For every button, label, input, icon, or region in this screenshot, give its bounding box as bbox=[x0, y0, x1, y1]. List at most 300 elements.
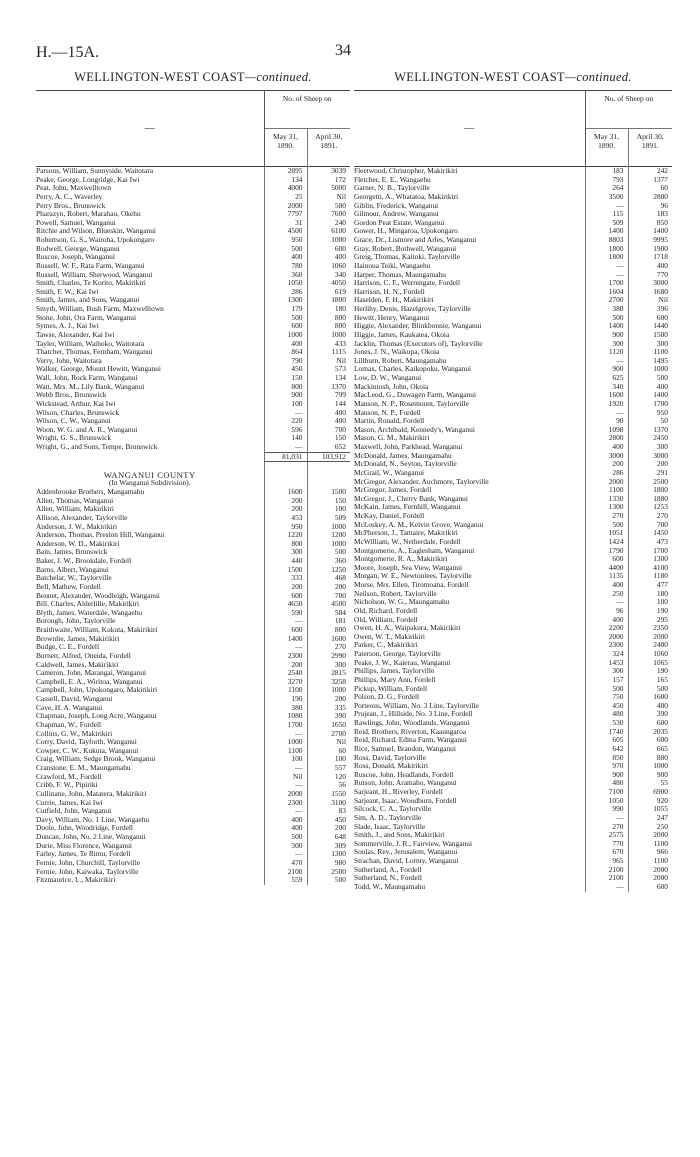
table-row bbox=[36, 505, 350, 514]
sheep-1890: — bbox=[585, 357, 628, 366]
sheep-1890: 770 bbox=[585, 840, 628, 849]
owner-name: Collins, G. W., Makirikiri bbox=[36, 729, 113, 738]
sheep-1890: 360 bbox=[264, 271, 307, 280]
sheep-1891: 1800 bbox=[307, 296, 350, 305]
sheep-1890: 990 bbox=[585, 805, 628, 814]
owner-name: McGregor, Alexander, Auchmore, Taylorville bbox=[354, 477, 489, 486]
sheep-1890: 200 bbox=[264, 497, 307, 506]
owner-name: Allen, Thomas, Wanganui bbox=[36, 496, 114, 505]
table-row bbox=[354, 728, 672, 737]
sheep-1890: 179 bbox=[264, 305, 307, 314]
owner-name: Old, Richard, Fordell bbox=[354, 606, 418, 615]
left-column-header bbox=[36, 91, 350, 129]
sheep-1891: 1718 bbox=[628, 253, 672, 262]
sheep-1891: 120 bbox=[307, 773, 350, 782]
sheep-1891: 480 bbox=[628, 702, 672, 711]
owner-name: Allison, Alexander, Taylorville bbox=[36, 513, 128, 522]
table-row bbox=[354, 771, 672, 780]
sheep-1890: 500 bbox=[264, 245, 307, 254]
table-row bbox=[354, 590, 672, 599]
table-row bbox=[36, 314, 350, 323]
owner-name: Borough, John, Taylorville bbox=[36, 617, 116, 626]
table-row bbox=[36, 609, 350, 618]
table-row bbox=[36, 296, 350, 305]
sheep-1890: 2200 bbox=[585, 624, 628, 633]
owner-name: Sarjeant, H., Riverley, Fordell bbox=[354, 788, 443, 796]
table-row bbox=[36, 652, 350, 661]
table-row bbox=[36, 305, 350, 314]
sheep-1891: 150 bbox=[307, 497, 350, 506]
sheep-1891: 509 bbox=[307, 514, 350, 523]
owner-name: Gordon Peat Estate, Wanganui bbox=[354, 218, 445, 227]
table-row bbox=[354, 227, 672, 236]
sheep-1890: 450 bbox=[264, 365, 307, 374]
sheep-1891: 880 bbox=[628, 754, 672, 763]
table-row bbox=[354, 288, 672, 297]
owner-name: Smith, Charles, Te Korito, Makirikiri bbox=[36, 279, 146, 288]
owner-name: Cave, H. A. Wanganui bbox=[36, 703, 103, 712]
left-sheep-table bbox=[36, 90, 350, 885]
sheep-1891: 450 bbox=[307, 816, 350, 825]
table-row bbox=[354, 331, 672, 340]
sheep-1890: 1800 bbox=[585, 253, 628, 262]
sheep-1891: 300 bbox=[307, 661, 350, 670]
sheep-1890: 4000 bbox=[264, 184, 307, 193]
page-number: 34 bbox=[335, 42, 351, 59]
sheep-1890: 2575 bbox=[585, 831, 628, 840]
owner-name: Wilson, Charles, Brunswick bbox=[36, 408, 120, 417]
owner-name: Smyth, William, Bush Farm, Maxwelltown bbox=[36, 305, 164, 313]
sheep-1891: 770 bbox=[628, 271, 672, 280]
sheep-1890: 400 bbox=[264, 816, 307, 825]
table-row bbox=[354, 245, 672, 254]
owner-name: Sommerville, J. R., Fairview, Wanganui bbox=[354, 839, 473, 848]
sheep-1891: 180 bbox=[307, 305, 350, 314]
sheep-1890: 1453 bbox=[585, 659, 628, 668]
table-row bbox=[354, 452, 672, 461]
sheep-1890: 1920 bbox=[585, 400, 628, 409]
owner-name: Sutherland, N., Fordell bbox=[354, 874, 422, 883]
sheep-1891: 2450 bbox=[628, 434, 672, 443]
sheep-1890: 2000 bbox=[585, 478, 628, 487]
owner-name: Haselden, F. H., Makirikiri bbox=[354, 296, 434, 305]
table-row bbox=[354, 754, 672, 763]
sheep-1890: 2000 bbox=[264, 202, 307, 211]
table-row bbox=[354, 202, 672, 211]
sheep-1890: 220 bbox=[264, 417, 307, 426]
sheep-1891 bbox=[307, 479, 350, 488]
sheep-1891: 1200 bbox=[307, 531, 350, 540]
sheep-1890: 900 bbox=[585, 331, 628, 340]
owner-name: Smith, J., and Sons, Makirikiri bbox=[354, 831, 445, 840]
table-row bbox=[354, 210, 672, 219]
sheep-1891: 100 bbox=[307, 505, 350, 514]
sheep-1890: 800 bbox=[264, 540, 307, 549]
sheep-1890: 3270 bbox=[264, 678, 307, 687]
sheep-1890: 1135 bbox=[585, 572, 628, 581]
table-row bbox=[354, 271, 672, 280]
sheep-1890: 864 bbox=[264, 348, 307, 357]
owner-name: Phillips, Mary Ann, Fordell bbox=[354, 675, 436, 684]
owner-name: Russell, William, Sherwood, Wanganui bbox=[36, 270, 153, 279]
table-row bbox=[36, 695, 350, 704]
sheep-1891: 242 bbox=[628, 167, 672, 176]
table-row bbox=[36, 357, 350, 366]
sheep-1891: 2400 bbox=[628, 641, 672, 650]
sheep-1890 bbox=[264, 462, 307, 471]
sheep-1890: 2700 bbox=[585, 296, 628, 305]
sheep-1890: 2895 bbox=[264, 167, 307, 176]
sheep-1891: 600 bbox=[628, 736, 672, 745]
owner-name: Chapman, W., Fordell bbox=[36, 720, 102, 729]
table-row bbox=[36, 409, 350, 418]
document-id: H.—15A. bbox=[36, 44, 100, 61]
owner-name: Chapman, Joseph, Long Acre, Wanganui bbox=[36, 712, 157, 721]
sheep-1891: 6900 bbox=[628, 788, 672, 797]
owner-name: Fernie, John, Churchill, Taylorville bbox=[36, 858, 141, 867]
sheep-1891: 200 bbox=[628, 460, 672, 469]
right-panel bbox=[354, 70, 672, 892]
owner-name: Neilson, Robert, Taylorville bbox=[354, 589, 437, 598]
sheep-1891: 2350 bbox=[628, 624, 672, 633]
table-row bbox=[354, 564, 672, 573]
owner-name: Peat, John, Maxwelltown bbox=[36, 184, 112, 193]
table-row bbox=[354, 857, 672, 866]
sheep-1890: 31 bbox=[264, 219, 307, 228]
sheep-1890: 7100 bbox=[585, 788, 628, 797]
sheep-1891: 9995 bbox=[628, 236, 672, 245]
sheep-1890: — bbox=[264, 443, 307, 452]
table-row bbox=[354, 779, 672, 788]
owner-name: Owen, H. A., Waipakura, Makirikiri bbox=[354, 624, 461, 633]
table-row bbox=[354, 866, 672, 875]
owner-name: Slade, Isaac, Taylorville bbox=[354, 822, 426, 831]
owner-name: Nicholson, W. G., Maungamahu bbox=[354, 598, 450, 607]
table-row bbox=[36, 202, 350, 211]
table-row bbox=[354, 478, 672, 487]
table-row bbox=[36, 540, 350, 549]
owner-name: Fernie, John, Kaiwaka, Taylorville bbox=[36, 867, 139, 876]
table-row bbox=[36, 184, 350, 193]
table-row bbox=[354, 547, 672, 556]
sheep-1890: 440 bbox=[264, 557, 307, 566]
sheep-1891: Nil bbox=[307, 738, 350, 747]
sheep-1891: 55 bbox=[628, 779, 672, 788]
table-row bbox=[354, 512, 672, 521]
table-row bbox=[36, 443, 350, 452]
sheep-1891: 1000 bbox=[628, 762, 672, 771]
table-row bbox=[36, 167, 350, 176]
section-subheading bbox=[36, 479, 350, 488]
sheep-1891: 1700 bbox=[628, 547, 672, 556]
owner-name: Phillips, James, Taylorville bbox=[354, 667, 435, 676]
table-row bbox=[354, 883, 672, 892]
sheep-1891: 1880 bbox=[628, 495, 672, 504]
right-column-header bbox=[354, 91, 672, 129]
sheep-1890: — bbox=[585, 883, 628, 892]
owner-name: Tawse, Alexander, Kai Iwi bbox=[36, 330, 115, 339]
table-row bbox=[36, 626, 350, 635]
table-row bbox=[36, 859, 350, 868]
left-header-date-1891: April 30, 1891. bbox=[315, 132, 343, 150]
table-row bbox=[354, 710, 672, 719]
table-row bbox=[36, 340, 350, 349]
sheep-1890: 1790 bbox=[585, 547, 628, 556]
table-row bbox=[36, 426, 350, 435]
table-row bbox=[36, 219, 350, 228]
sheep-1890: 340 bbox=[585, 383, 628, 392]
sheep-1890 bbox=[264, 471, 307, 480]
owner-name: Manson, N. P., Rosemount, Taylorville bbox=[354, 399, 469, 408]
sheep-1890: 286 bbox=[264, 288, 307, 297]
owner-name: Campbell, John, Upokongaro, Makirikiri bbox=[36, 686, 158, 695]
sheep-1891: 100 bbox=[628, 598, 672, 607]
table-row bbox=[36, 807, 350, 816]
sheep-1890: 480 bbox=[585, 779, 628, 788]
sheep-1890: 400 bbox=[264, 340, 307, 349]
owner-name: Allen, William, Makirikiri bbox=[36, 505, 114, 514]
sheep-1891: 652 bbox=[307, 443, 350, 452]
sheep-1891: 1800 bbox=[628, 486, 672, 495]
table-row bbox=[354, 417, 672, 426]
sheep-1891: 295 bbox=[628, 616, 672, 625]
table-row bbox=[354, 305, 672, 314]
owner-name: Grace, Dr., Lismore and Arles, Wanganui bbox=[354, 236, 477, 244]
sheep-1891: 950 bbox=[628, 409, 672, 418]
sheep-1890: 1740 bbox=[585, 728, 628, 737]
right-title-suffix: —continued. bbox=[564, 70, 632, 84]
owner-name: (In Wanganui Subdivision). bbox=[108, 479, 191, 488]
owner-name: Porteous, William, No. 3 Line, Taylorville bbox=[354, 701, 479, 710]
owner-name: Thatcher, Thomas, Fernham, Wanganui bbox=[36, 348, 153, 357]
sheep-1890: 1000 bbox=[264, 738, 307, 747]
table-row bbox=[36, 712, 350, 721]
sheep-1890: 2100 bbox=[585, 866, 628, 875]
owner-name: Verry, John, Waitotara bbox=[36, 356, 102, 365]
table-row bbox=[36, 245, 350, 254]
owner-name: Burnett, Alfred, Oneida, Fordell bbox=[36, 651, 131, 660]
sheep-1891: Nil bbox=[628, 296, 672, 305]
sheep-1890: 380 bbox=[264, 704, 307, 713]
sheep-1890: 900 bbox=[585, 365, 628, 374]
sheep-1891: 800 bbox=[307, 626, 350, 635]
sheep-1890: 200 bbox=[264, 583, 307, 592]
owner-name: Fleetwood, Christopher, Makirikiri bbox=[354, 166, 458, 175]
sheep-1891: 400 bbox=[307, 253, 350, 262]
table-row bbox=[354, 823, 672, 832]
sheep-1890: 134 bbox=[264, 176, 307, 185]
sheep-1891: 172 bbox=[307, 176, 350, 185]
owner-name: Moore, Joseph, Sea View, Wanganui bbox=[354, 563, 463, 572]
owner-name: Lomax, Charles, Kaikopoku, Wanganui bbox=[354, 365, 472, 374]
sheep-1890: 380 bbox=[585, 305, 628, 314]
owner-name: Bill, Charles, Alderlille, Makirikiri bbox=[36, 600, 140, 609]
sheep-1890: — bbox=[264, 730, 307, 739]
sheep-1891: 1680 bbox=[628, 288, 672, 297]
sheep-1891: 2000 bbox=[628, 633, 672, 642]
owner-name: Cowper, C. W., Kukuta, Wanganui bbox=[36, 746, 139, 755]
sheep-1891: 619 bbox=[307, 288, 350, 297]
table-row bbox=[354, 340, 672, 349]
table-row bbox=[36, 730, 350, 739]
sheep-1890: 450 bbox=[585, 702, 628, 711]
table-row bbox=[36, 868, 350, 877]
table-row bbox=[36, 523, 350, 532]
right-header-date-1890: May 31, 1890. bbox=[585, 129, 628, 167]
sheep-1890: 400 bbox=[264, 253, 307, 262]
owner-name: Ruscoe, John, Headlands, Fordell bbox=[354, 770, 454, 779]
sheep-1890: 4400 bbox=[585, 564, 628, 573]
owner-name: Rutson, John, Aramaho, Wanganui bbox=[354, 779, 457, 788]
sheep-1890: 596 bbox=[264, 426, 307, 435]
sheep-1890: 625 bbox=[585, 374, 628, 383]
sheep-1890: — bbox=[585, 598, 628, 607]
sheep-1890: 480 bbox=[585, 710, 628, 719]
table-row bbox=[36, 824, 350, 833]
owner-name: Sim, A. D., Taylorville bbox=[354, 813, 422, 822]
table-row bbox=[36, 236, 350, 245]
owner-name: Budge, C. E., Fordell bbox=[36, 643, 100, 652]
table-row bbox=[36, 635, 350, 644]
table-row bbox=[354, 685, 672, 694]
table-row bbox=[36, 816, 350, 825]
table-row bbox=[36, 391, 350, 400]
table-row bbox=[354, 184, 672, 193]
owner-name: Montgomerie, A., Eaglesham, Wanganui bbox=[354, 546, 475, 555]
sheep-1890: 509 bbox=[585, 219, 628, 228]
sheep-1891: 500 bbox=[628, 374, 672, 383]
owner-name: Montgomerie, R. A., Makirikiri bbox=[354, 555, 448, 564]
table-row bbox=[36, 374, 350, 383]
sheep-1891: 181 bbox=[307, 617, 350, 626]
owner-name: McPherson, J., Tamaire, Makirikiri bbox=[354, 529, 458, 538]
sheep-1890: 470 bbox=[264, 859, 307, 868]
sheep-1891: 1065 bbox=[628, 659, 672, 668]
table-row bbox=[354, 529, 672, 538]
owner-name: Bain, James, Brunswick bbox=[36, 548, 108, 557]
sheep-1890: 793 bbox=[585, 176, 628, 185]
sheep-1891: 396 bbox=[628, 305, 672, 314]
owner-name: McDonald, N., Seyton, Taylorville bbox=[354, 460, 457, 469]
table-row bbox=[354, 357, 672, 366]
sheep-1891: 1400 bbox=[628, 391, 672, 400]
sheep-1891: 1055 bbox=[628, 805, 672, 814]
sheep-1890: — bbox=[264, 764, 307, 773]
table-row bbox=[36, 557, 350, 566]
sheep-1890: 100 bbox=[264, 755, 307, 764]
sheep-1891: 1300 bbox=[628, 555, 672, 564]
sheep-1891: 6100 bbox=[307, 227, 350, 236]
owner-name: Mason, Archibald, Kennedy's, Wanganui bbox=[354, 425, 475, 434]
left-title-text: WELLINGTON-WEST COAST bbox=[74, 70, 245, 84]
sheep-1891: 1100 bbox=[628, 348, 672, 357]
sheep-1891: 1250 bbox=[307, 566, 350, 575]
sheep-1891: 580 bbox=[307, 202, 350, 211]
table-row bbox=[354, 322, 672, 331]
sheep-1891: 3100 bbox=[307, 799, 350, 808]
spacer-row bbox=[36, 462, 350, 471]
owner-name: Sarjeant, Isaac, Woodburn, Fordell bbox=[354, 796, 457, 805]
sheep-1890: 1000 bbox=[264, 331, 307, 340]
owner-name: Strachan, David, Lornty, Wanganui bbox=[354, 857, 459, 865]
table-row bbox=[36, 617, 350, 626]
left-header-date-1890: May 31, 1890. bbox=[264, 129, 307, 167]
owner-name: Garner, N. B., Taylorville bbox=[354, 184, 430, 193]
owner-name: Cameron, John, Marangai, Wanganui bbox=[36, 669, 147, 678]
table-row bbox=[354, 719, 672, 728]
owner-name: Maxwell, John, Parkhead, Wanganui bbox=[354, 443, 463, 451]
table-row bbox=[354, 443, 672, 452]
sheep-1891: 1000 bbox=[307, 236, 350, 245]
sheep-1890: 500 bbox=[585, 314, 628, 323]
sheep-1891: 300 bbox=[628, 340, 672, 349]
sheep-1890: 900 bbox=[264, 391, 307, 400]
table-row bbox=[354, 762, 672, 771]
sheep-1890: 2540 bbox=[264, 669, 307, 678]
sheep-1890: Nil bbox=[264, 773, 307, 782]
sheep-1890: 530 bbox=[585, 719, 628, 728]
table-row bbox=[36, 322, 350, 331]
sheep-1891: 2035 bbox=[628, 728, 672, 737]
owner-name: Herlihy, Denis, Hazelgrove, Taylorville bbox=[354, 305, 471, 313]
table-row bbox=[354, 486, 672, 495]
sheep-1890: 500 bbox=[585, 521, 628, 530]
owner-name: Martin, Ronald, Fordell bbox=[354, 417, 425, 426]
sheep-1891: 468 bbox=[307, 574, 350, 583]
table-row bbox=[354, 167, 672, 176]
sheep-1890: 1300 bbox=[264, 296, 307, 305]
owner-name: Powell, Samuel, Wanganui bbox=[36, 218, 116, 227]
sheep-1891: 150 bbox=[307, 434, 350, 443]
owner-name bbox=[36, 462, 264, 471]
sheep-1891: 1400 bbox=[628, 227, 672, 236]
table-row bbox=[354, 607, 672, 616]
sheep-1890: 140 bbox=[264, 434, 307, 443]
owner-name: Wall, John, Rock Farm, Wanganui bbox=[36, 374, 138, 382]
table-row bbox=[354, 495, 672, 504]
sheep-1891: 1180 bbox=[628, 572, 672, 581]
sheep-1890: 300 bbox=[264, 548, 307, 557]
sheep-1891: 250 bbox=[628, 823, 672, 832]
sheep-1890: 333 bbox=[264, 574, 307, 583]
table-row bbox=[354, 219, 672, 228]
owner-name: Crawford, M., Fordell bbox=[36, 772, 102, 781]
sheep-1890: 200 bbox=[585, 460, 628, 469]
table-row bbox=[354, 314, 672, 323]
sheep-1891: 799 bbox=[307, 391, 350, 400]
owner-name: Bennet, Alexander, Woodleigh, Wanganui bbox=[36, 591, 160, 600]
sheep-1890: 90 bbox=[585, 417, 628, 426]
sheep-1891: 600 bbox=[307, 245, 350, 254]
sheep-1891: 134 bbox=[307, 374, 350, 383]
sheep-1890: 1600 bbox=[264, 488, 307, 497]
sheep-1890: 270 bbox=[585, 823, 628, 832]
owner-name: McGregor, James, Fordell bbox=[354, 486, 432, 495]
sheep-1890: 2100 bbox=[585, 874, 628, 883]
table-row bbox=[36, 661, 350, 670]
table-row bbox=[36, 643, 350, 652]
sheep-1891: 1370 bbox=[307, 383, 350, 392]
sheep-1890: 183 bbox=[585, 167, 628, 176]
sheep-1891: Nil bbox=[307, 193, 350, 202]
sheep-1890: 850 bbox=[585, 754, 628, 763]
owner-name: Doole, John, Woodridge, Fordell bbox=[36, 824, 133, 833]
table-row bbox=[354, 650, 672, 659]
owner-name: Ruscoe, Joseph, Wanganui bbox=[36, 253, 115, 262]
sheep-1891: 433 bbox=[307, 340, 350, 349]
sheep-1890: 1500 bbox=[264, 566, 307, 575]
owner-name: Gower, H., Mingaroa, Upokongaro bbox=[354, 227, 458, 236]
